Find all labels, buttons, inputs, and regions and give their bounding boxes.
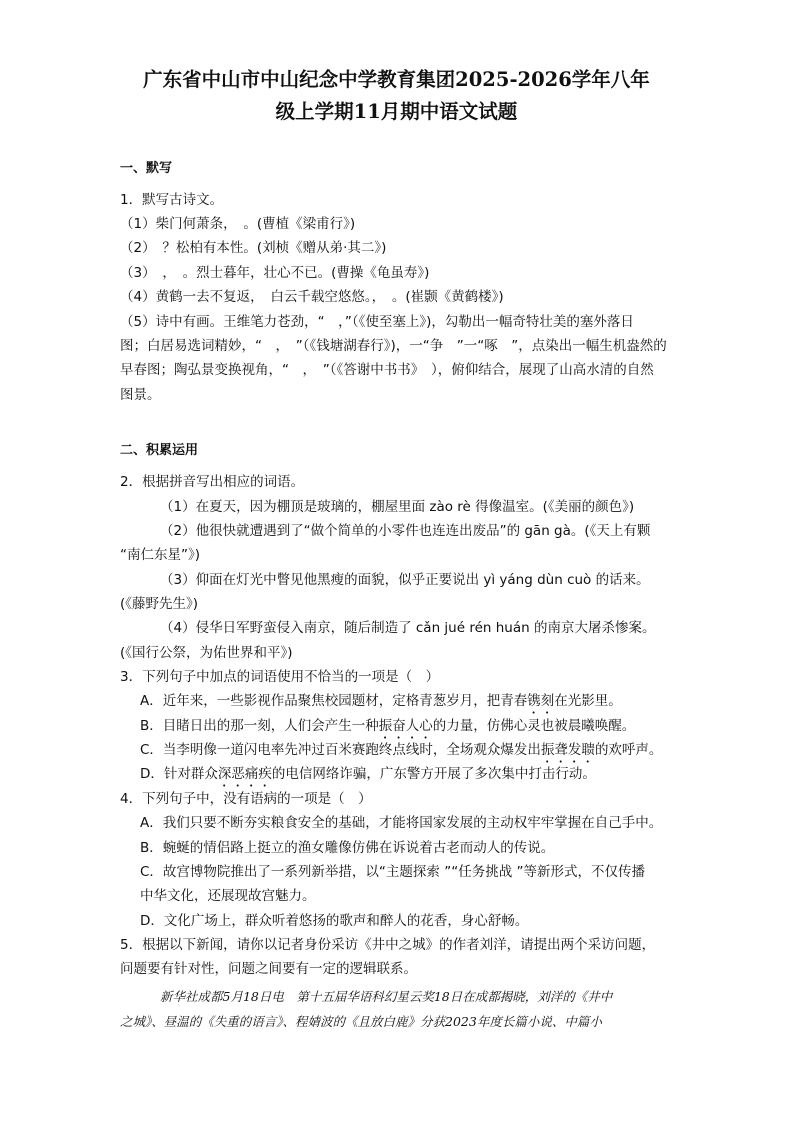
q4-option-c-cont: 中华文化，还展现故宫魅力。 [140,888,316,904]
q2-line-7: (《国行公祭，为佑世界和平》) [120,645,293,661]
q1-item-5-line4: 图景。 [120,387,161,403]
section2-heading: 二、积累运用 [120,443,199,458]
q1-item-5-line1: （5）诗中有画。王维笔力苍劲，“ ，”（《使至塞上》)，勾勒出一幅奇特壮美的塞外落日 [120,314,634,330]
q2-stem: 2．根据拼音写出相应的词语。 [120,474,305,490]
q4-option-d: D．文化广场上，群众听着悠扬的歌声和醉人的花香，身心舒畅。 [140,913,529,929]
q4-option-a: A．我们只要不断夯实粮食安全的基础，才能将国家发展的主动权牢牢掌握在自己手中。 [140,815,663,831]
q3-option-d [140,764,596,790]
q3-option-a-text-end: 在光影里。 [554,693,622,709]
q1-item-2: （2） ？松柏有本性。(刘桢《赠从弟·其二》) [120,240,387,256]
q5-news-line1: 新华社成都5月18日电 第十五届华语科幻星云奖18日在成都揭晓，刘洋的《井中 [160,989,613,1004]
q3-option-c-text-end: 的欢呼声。 [594,742,663,758]
q3-option-c-dotted-word: 振聋发聩 [540,742,595,758]
q3-option-b-text-end: 的力量，仿佛心灵也被晨曦唤醒。 [432,718,636,734]
q3-option-b-text: B．目睹日出的那一刻，人们会产生一种 [140,718,379,734]
q3-option-d-text-end: 的电信网络诈骗，广东警方开展了多次集中打击行动。 [271,766,596,782]
q1-item-5-line3: 早春图；陶弘景变换视角，“ ， ”（《答谢中书书》 ），俯仰结合，展现了山高水清的自然 [120,362,654,378]
q2-line-3: “南仁东星”》) [120,547,201,563]
exam-title [0,64,793,128]
q4-stem: 4．下列句子中，没有语病的一项是（ ） [120,791,372,807]
q3-option-a-dotted-word: 镌刻 [527,693,555,709]
q3-stem: 3．下列句子中加点的词语使用不恰当的一项是（ ） [120,669,440,685]
q2-line-6: （4）侵华日军野蛮侵入南京，随后制造了 cǎn jué rén huán 的南京大屠杀惨案。 [160,620,656,636]
section1-heading: 一、默写 [120,161,173,176]
q1-item-5-line2: 图；白居易选词精妙，“ ， ”（《钱塘湖春行》)，一“争 ”一“啄 ”，点染出一幅生机盎然的 [120,338,667,354]
exam-title-line1: 广东省中山市中山纪念中学教育集团2025-2026学年八年 [143,68,650,91]
q3-option-d-text: D．针对群众 [140,766,218,782]
q2-line-1: （1）在夏天，因为棚顶是玻璃的，棚屋里面 zào rè 得像温室。(《美丽的颜色》) [160,499,635,515]
q2-line-5: (《藤野先生》) [120,596,199,612]
q4-option-b: B．蜿蜒的情侣路上挺立的渔女雕像仿佛在诉说着古老而动人的传说。 [140,840,555,856]
q5-stem-line1: 5．根据以下新闻，请你以记者身份采访《井中之城》的作者刘洋，请提出两个采访问题， [120,937,656,953]
q3-option-c [140,740,662,766]
q5-stem-line2: 问题要有针对性，问题之间要有一定的逻辑联系。 [120,961,417,977]
q3-option-c-text: C．当李明像一道闪电率先冲过百米赛跑终点线时，全场观众爆发出 [140,742,541,758]
q2-line-4: （3）仰面在灯光中瞥见他黑瘦的面貌，似乎正要说出 yì yáng dùn cuò 的话来。 [160,572,650,588]
q3-option-a-text: A．近年来，一些影视作品聚焦校园题材，定格青葱岁月，把青春 [140,693,528,709]
q1-item-3: （3） ， 。烈士暮年，壮心不已。(曹操《龟虽寿》) [120,265,430,281]
q1-item-4: （4）黄鹤一去不复返， 白云千载空悠悠。， 。(崔颢《黄鹤楼》) [120,289,504,305]
exam-title-line2: 级上学期11月期中语文试题 [275,100,518,123]
q1-item-1: （1）柴门何萧条， 。(曹植《梁甫行》) [120,216,356,232]
q1-stem: 1．默写古诗文。 [120,192,224,208]
q3-option-b [140,716,635,742]
q3-option-b-dotted-word: 振奋人心 [378,718,433,734]
q3-option-a [140,691,622,717]
q4-option-c: C．故宫博物院推出了一系列新举措，以“主题探索 ”“任务挑战 ”等新形式，不仅传播 [140,864,645,880]
q2-line-2: （2）他很快就遭遇到了“做个简单的小零件也连连出废品”的 gān gà。(《天上有颗 [160,523,651,539]
q3-option-d-dotted-word: 深恶痛疾 [217,766,272,782]
q5-news-line2: 之城》、昼温的《失重的语言》、程婧波的《且放白鹿》分获2023年度长篇小说、中篇小 [120,1014,602,1029]
